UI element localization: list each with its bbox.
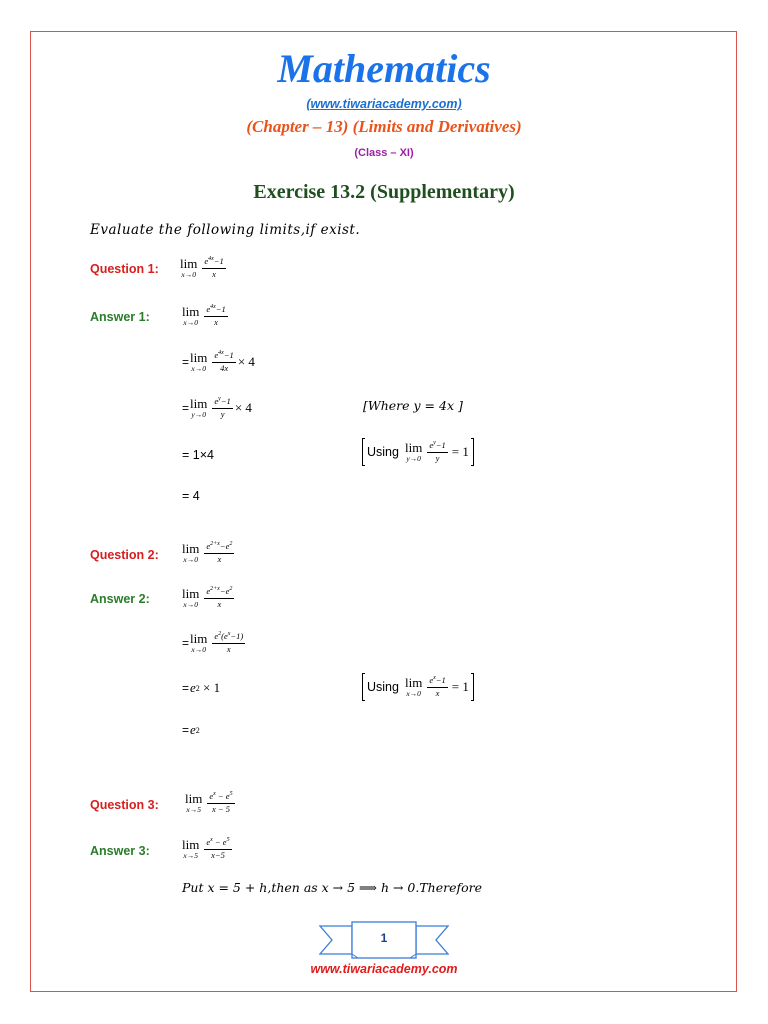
class-label: (Class – XI) [354,147,414,159]
answer-2-label: Answer 2: [90,592,150,606]
answer-1-using-note: Using lim y→0 $\frac{e^y-1}{y}$ = 1 [362,438,474,466]
header-url[interactable] [0,97,768,111]
answer-2-using-note: Using lim x→0 $\frac{e^x-1}{x}$ = 1 [362,673,474,701]
answer-1-step-3: = lim y→0 $\frac{e^y-1}{y}$ × 4 [182,396,252,420]
footer-url[interactable]: www.tiwariacademy.com [310,962,458,976]
answer-1-step-4: = 1×4 [182,448,214,462]
answer-1-where-note: [Where y = 4x ] [363,398,463,413]
answer-1-result: = 4 [182,489,200,503]
instruction-text: Evaluate the following limits,if exist. [90,222,361,238]
answer-1-label: Answer 1: [90,310,150,324]
question-3-label: Question 3: [90,798,159,812]
question-2-expression: lim x→0 $\frac{e^{2+x}-e^2}{x}$ [182,541,233,565]
answer-3-step-1: lim x→5 $\frac{e^x - e^5}{x-5}$ [182,837,230,861]
question-2-label: Question 2: [90,548,159,562]
answer-1-step-2: = lim x→0 $\frac{e^{4x}-1}{4x}$ × 4 [182,350,255,374]
page-number: 1 [380,931,388,945]
answer-3-substitution: Put x = 5 + h,then as x → 5 ⟹ h → 0.Therefore [182,880,483,895]
page-number-ribbon [318,920,450,960]
answer-2-result: = e 2 [182,722,200,737]
question-3-expression: lim x→5 $\frac{e^x - e^5}{x - 5}$ [185,791,233,815]
answer-3-label: Answer 3: [90,844,150,858]
chapter-heading: (Chapter – 13) (Limits and Derivatives) [246,117,522,136]
answer-1-step-1: lim x→0 $\frac{e^{4x}-1}{x}$ [182,304,226,328]
question-1-expression: lim x→0 $\frac{e^{4x}-1}{x}$ [180,256,224,280]
question-1-label: Question 1: [90,262,159,276]
answer-2-step-1: lim x→0 $\frac{e^{2+x}-e^2}{x}$ [182,586,233,610]
exercise-heading: Exercise 13.2 (Supplementary) [253,181,515,203]
answer-2-step-3: = e 2 × 1 [182,680,221,695]
answer-2-step-2: = lim x→0 $\frac{e^2(e^x-1)}{x}$ [182,631,244,655]
page-title: Mathematics [277,46,491,91]
header-url-link[interactable]: (www.tiwariacademy.com) [306,97,462,111]
